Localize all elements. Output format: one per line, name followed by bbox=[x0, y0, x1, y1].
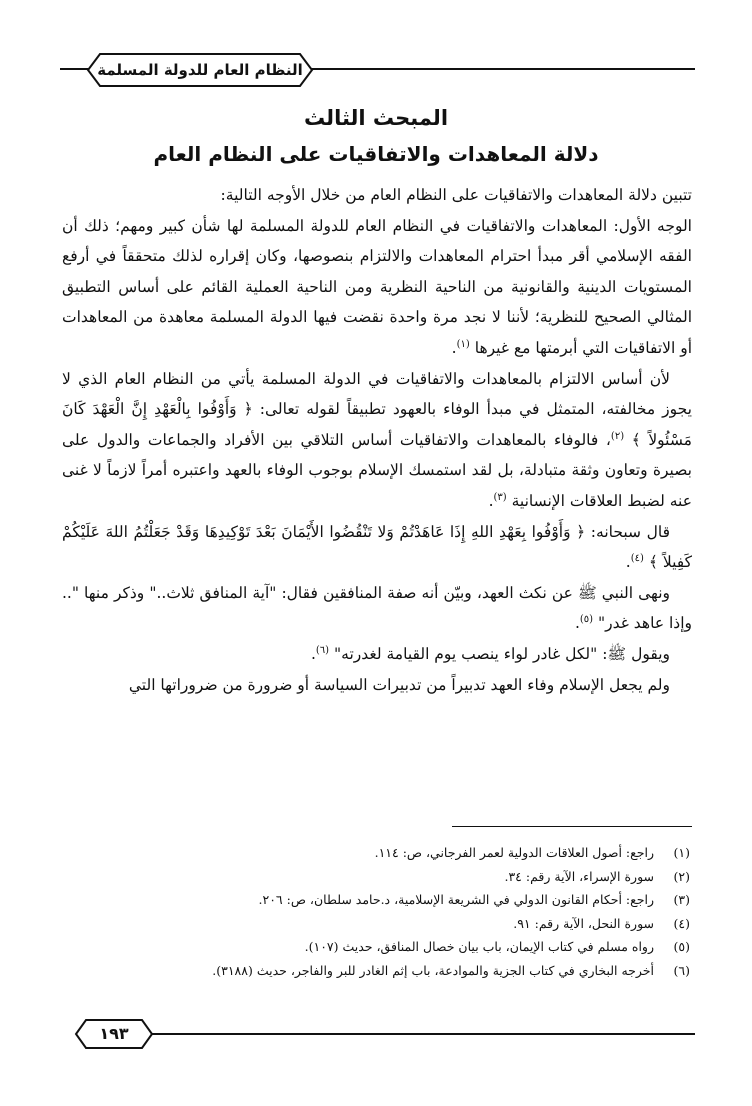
footnote-text: رواه مسلم في كتاب الإيمان، باب بيان خصال المنافق، حديث (١٠٧). bbox=[304, 939, 654, 954]
paragraph-4: قال سبحانه: ﴿ وَأَوْفُوا بِعَهْدِ اللهِ إِذَا عَاهَدْتُمْ وَلا تَنْقُضُوا الأَيْمَانَ بَعْدَ تَوْكِيدِهَا وَقَدْ جَعَلْتُمُ اللهَ عَلَيْكُمْ كَفِيلاً ﴾ $^{(٤)}$. bbox=[62, 522, 692, 572]
footnote-text: سورة الإسراء، الآية رقم: ٣٤. bbox=[504, 868, 654, 884]
footnote-number: (٤) bbox=[673, 915, 690, 931]
footnote-text: أخرجه البخاري في كتاب الجزية والموادعة، باب إثم الغادر للبر والفاجر، حديث (٣١٨٨). bbox=[212, 962, 654, 978]
footnotes-list bbox=[150, 841, 690, 982]
footnote-ref-3[interactable]: (٣) bbox=[493, 491, 507, 503]
running-header-badge bbox=[86, 52, 314, 88]
body-text bbox=[62, 180, 692, 700]
footnote-ref-5[interactable]: (٥) bbox=[579, 614, 594, 626]
footnote-ref-1[interactable]: (١) bbox=[456, 338, 470, 350]
paragraph-4-text: قال سبحانه: ﴿ وَأَوْفُوا بِعَهْدِ اللهِ إِذَا عَاهَدْتُمْ وَلا تَنْقُضُوا الأَيْمَانَ بَعْدَ تَوْكِيدِهَا وَقَدْ جَعَلْتُمُ اللهَ عَلَيْكُمْ كَفِيلاً ﴾ bbox=[62, 522, 692, 572]
paragraph-3-text: لأن أساس الالتزام بالمعاهدات والاتفاقيات في الدولة المسلمة يأتي من النظام العام الذي لا يجوز مخالفته، المتمثل في مبدأ الوفاء بالعهود تطبيقاً لقوله تعالى: ﴿ وَأَوْفُوا بِالْعَهْدِ إِنَّ الْعَهْدَ كَانَ مَسْئُولاً ﴾ bbox=[62, 369, 692, 449]
section-number: المبحث الثالث bbox=[303, 106, 449, 130]
paragraph-6: ويقول ﷺ: "لكل غادر لواء ينصب يوم القيامة لغدرته" $^{(٦)}$. bbox=[310, 644, 670, 663]
footnote-item bbox=[150, 865, 690, 889]
footnote-item bbox=[150, 959, 690, 983]
footnote-number: (٣) bbox=[673, 892, 690, 907]
paragraph-3-text-cont: ، فالوفاء بالمعاهدات والاتفاقيات أساس التلاقي بين الأفراد والجماعات والدول على بصيرة وتعاون وثقة متبادلة، بل لقد استمسك الإسلام بوجوب الوفاء بالعهد واعتبره أمراً لازماً لا غنى عنه لضبط العلاقات الإنسانية bbox=[62, 430, 692, 510]
footnote-text: راجع: أحكام القانون الدولي في الشريعة الإسلامية، د.حامد سلطان، ص: ٢٠٦. bbox=[258, 892, 654, 907]
footnote-text: سورة النحل، الآية رقم: ٩١. bbox=[513, 915, 654, 931]
paragraph-5: ونهى النبي ﷺ عن نكث العهد، وبيّن أنه صفة المنافقين فقال: "آية المنافق ثلاث.." وذكر منها ".. وإذا عاهد غدر" $^{(٥)}$. bbox=[62, 583, 692, 633]
footnote-ref-6[interactable]: (٦) bbox=[315, 644, 330, 656]
paragraph-3: لأن أساس الالتزام بالمعاهدات والاتفاقيات في الدولة المسلمة يأتي من النظام العام الذي لا يجوز مخالفته، المتمثل في مبدأ الوفاء بالعهود تطبيقاً لقوله تعالى: ﴿ وَأَوْفُوا بِالْعَهْدِ إِنَّ الْعَهْدَ كَانَ مَسْئُولاً ﴾ $^{(٢)}$، فالوفاء بالمعاهدات والاتفاقيات أساس التلاقي بين الأفراد والجماعات والدول على بصيرة وتعاون وثقة متبادلة، بل لقد استمسك الإسلام بوجوب الوفاء بالعهد واعتبره أمراً لازماً لا غنى عنه لضبط العلاقات الإنسانية $^{(٣)}$. bbox=[62, 369, 692, 510]
paragraph-2-text: الوجه الأول: المعاهدات والاتفاقيات في النظام العام للدولة المسلمة لها شأن كبير ومهم؛ ذلك أن الفقه الإسلامي أقر مبدأ احترام المعاهدات والالتزام بنصوصها، وكان إقراره لذلك متحققاً في أرفع المستويات الدينية والقانونية من الناحية النظرية ومن الناحية العملية القائم على أساس التطبيق المثالي الصحيح للنظرية؛ لأننا لا نجد مرة واحدة نقضت فيها الدولة المسلمة معاهدة من المعاهدات أو الاتفاقيات التي أبرمتها مع غيرها bbox=[62, 216, 692, 357]
footnote-number: (٢) bbox=[673, 868, 690, 884]
footnote-number: (١) bbox=[673, 845, 690, 860]
running-header-title: النظام العام للدولة المسلمة bbox=[97, 61, 303, 79]
paragraph-5-text: ونهى النبي ﷺ عن نكث العهد، وبيّن أنه صفة المنافقين فقال: "آية المنافق ثلاث.." وذكر منها ".. وإذا عاهد غدر" bbox=[62, 583, 692, 633]
footnote-separator bbox=[452, 826, 692, 827]
paragraph-6-text: ويقول ﷺ: "لكل غادر لواء ينصب يوم القيامة لغدرته" bbox=[334, 644, 670, 663]
footnote-text: راجع: أصول العلاقات الدولية لعمر الفرجاني، ص: ١١٤. bbox=[374, 845, 654, 860]
section-title: دلالة المعاهدات والاتفاقيات على النظام العام bbox=[153, 142, 599, 166]
paragraph-1 bbox=[62, 180, 692, 211]
footnote-ref-4[interactable]: (٤) bbox=[630, 552, 644, 564]
page-number-badge bbox=[74, 1018, 154, 1050]
paragraph-1-text: تتبين دلالة المعاهدات والاتفاقيات على النظام العام من خلال الأوجه التالية: bbox=[220, 186, 692, 204]
paragraph-7-text: ولم يجعل الإسلام وفاء العهد تدبيراً من تدبيرات السياسة أو ضرورة من ضروراتها التي bbox=[128, 675, 670, 694]
page-number: ١٩٣ bbox=[99, 1024, 129, 1043]
paragraph-2: الوجه الأول: المعاهدات والاتفاقيات في النظام العام للدولة المسلمة لها شأن كبير ومهم؛ ذلك أن الفقه الإسلامي أقر مبدأ احترام المعاهدات والالتزام بنصوصها، وكان إقراره لذلك متحققاً في أرفع المستويات الدينية والقانونية من الناحية النظرية ومن الناحية العملية القائم على أساس التطبيق المثالي الصحيح للنظرية؛ لأننا لا نجد مرة واحدة نقضت فيها الدولة المسلمة معاهدة من المعاهدات أو الاتفاقيات التي أبرمتها مع غيرها $^{(١)}$. bbox=[62, 216, 692, 357]
footnote-item bbox=[150, 841, 690, 865]
footnote-item bbox=[150, 888, 690, 912]
footnote-item bbox=[150, 935, 690, 959]
footnote-number: (٦) bbox=[673, 962, 690, 978]
footnote-item bbox=[150, 912, 690, 936]
footnote-ref-2[interactable]: (٢) bbox=[610, 430, 625, 442]
footnote-number: (٥) bbox=[673, 939, 690, 954]
footer-rule bbox=[150, 1033, 695, 1035]
header-rule-right bbox=[310, 68, 695, 70]
paragraph-7 bbox=[62, 670, 692, 701]
